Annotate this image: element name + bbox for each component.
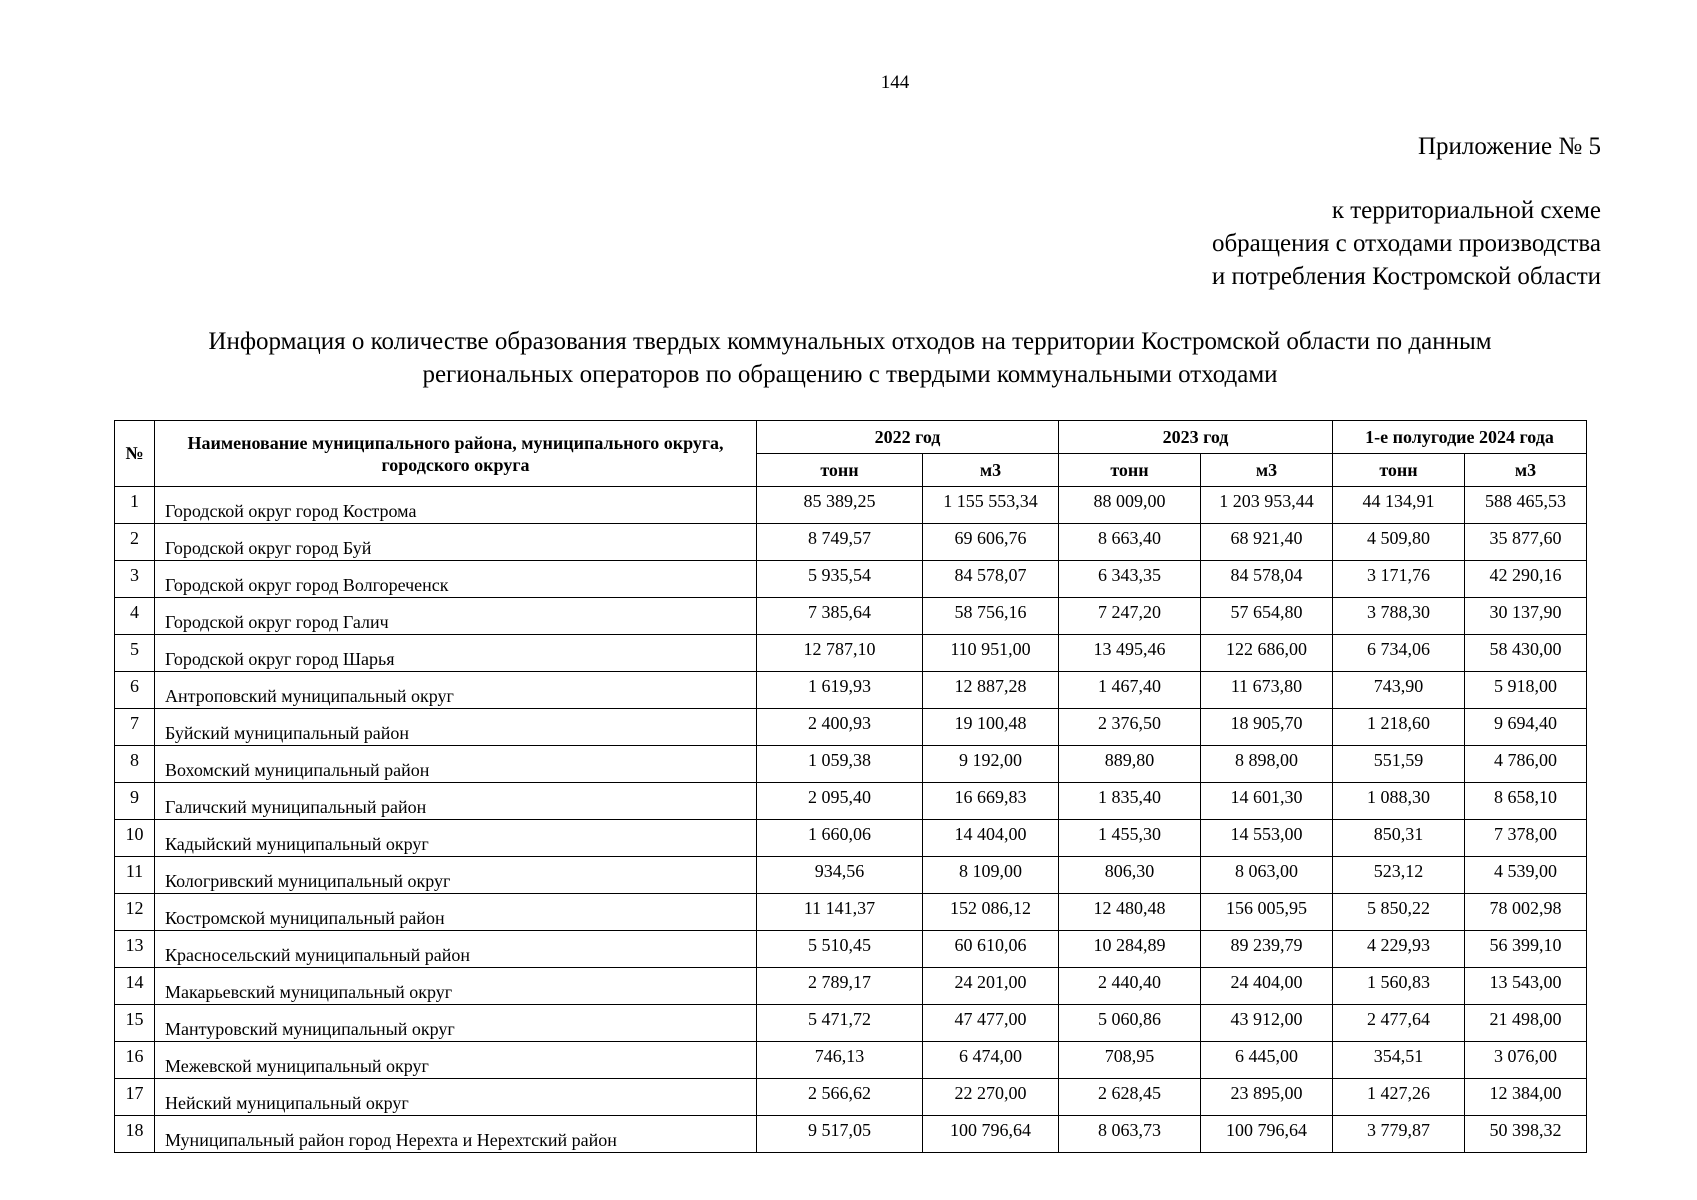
- value-tons-2023: 5 060,86: [1059, 1005, 1201, 1042]
- subtitle-line: обращения с отходами производства: [1211, 230, 1601, 257]
- value-m3-2022: 14 404,00: [923, 820, 1059, 857]
- title-line: Информация о количестве образования твердых коммунальных отходов на территории Костромской области по данным: [208, 328, 1492, 355]
- appendix-subtitle: [1212, 194, 1601, 293]
- row-number: 7: [115, 709, 155, 746]
- value-m3-2024h1: 4 786,00: [1465, 746, 1587, 783]
- row-number: 14: [115, 968, 155, 1005]
- value-m3-2023: 14 553,00: [1201, 820, 1333, 857]
- value-m3-2024h1: 58 430,00: [1465, 635, 1587, 672]
- municipality-name: Городской округ город Волгореченск: [155, 561, 757, 598]
- row-number: 5: [115, 635, 155, 672]
- value-tons-2024h1: 743,90: [1333, 672, 1465, 709]
- value-tons-2022: 2 789,17: [757, 968, 923, 1005]
- value-m3-2023: 14 601,30: [1201, 783, 1333, 820]
- value-tons-2024h1: 6 734,06: [1333, 635, 1465, 672]
- municipality-name: Мантуровский муниципальный округ: [155, 1005, 757, 1042]
- unit-tons: тонн: [1333, 454, 1465, 487]
- municipality-name: Костромской муниципальный район: [155, 894, 757, 931]
- municipality-name: Галичский муниципальный район: [155, 783, 757, 820]
- table-row: [115, 968, 1587, 1005]
- value-tons-2024h1: 3 788,30: [1333, 598, 1465, 635]
- table-row: [115, 894, 1587, 931]
- value-m3-2023: 23 895,00: [1201, 1079, 1333, 1116]
- value-tons-2023: 2 376,50: [1059, 709, 1201, 746]
- value-tons-2024h1: 354,51: [1333, 1042, 1465, 1079]
- municipality-name: Городской округ город Галич: [155, 598, 757, 635]
- value-m3-2022: 69 606,76: [923, 524, 1059, 561]
- value-tons-2023: 806,30: [1059, 857, 1201, 894]
- value-tons-2024h1: 3 171,76: [1333, 561, 1465, 598]
- municipality-name: Кадыйский муниципальный округ: [155, 820, 757, 857]
- value-m3-2023: 89 239,79: [1201, 931, 1333, 968]
- appendix-label: Приложение № 5: [1417, 133, 1601, 160]
- waste-table: [114, 420, 1587, 1153]
- row-number: 18: [115, 1116, 155, 1153]
- page-number: 144: [880, 72, 910, 93]
- value-tons-2024h1: 523,12: [1333, 857, 1465, 894]
- value-tons-2023: 708,95: [1059, 1042, 1201, 1079]
- table-row: [115, 1005, 1587, 1042]
- col-header-2023: 2023 год: [1059, 421, 1333, 454]
- value-tons-2024h1: 2 477,64: [1333, 1005, 1465, 1042]
- municipality-name: Городской округ город Кострома: [155, 487, 757, 524]
- value-m3-2024h1: 42 290,16: [1465, 561, 1587, 598]
- value-tons-2024h1: 4 509,80: [1333, 524, 1465, 561]
- table-row: [115, 857, 1587, 894]
- value-tons-2022: 11 141,37: [757, 894, 923, 931]
- value-tons-2024h1: 1 218,60: [1333, 709, 1465, 746]
- value-m3-2024h1: 9 694,40: [1465, 709, 1587, 746]
- value-tons-2024h1: 5 850,22: [1333, 894, 1465, 931]
- value-m3-2022: 60 610,06: [923, 931, 1059, 968]
- value-m3-2022: 1 155 553,34: [923, 487, 1059, 524]
- value-m3-2022: 22 270,00: [923, 1079, 1059, 1116]
- value-m3-2024h1: 588 465,53: [1465, 487, 1587, 524]
- value-tons-2024h1: 1 560,83: [1333, 968, 1465, 1005]
- table-body: [115, 487, 1587, 1153]
- value-tons-2022: 2 095,40: [757, 783, 923, 820]
- value-tons-2023: 889,80: [1059, 746, 1201, 783]
- value-m3-2022: 6 474,00: [923, 1042, 1059, 1079]
- row-number: 6: [115, 672, 155, 709]
- value-tons-2022: 2 400,93: [757, 709, 923, 746]
- value-m3-2023: 1 203 953,44: [1201, 487, 1333, 524]
- value-m3-2023: 57 654,80: [1201, 598, 1333, 635]
- value-m3-2024h1: 50 398,32: [1465, 1116, 1587, 1153]
- value-m3-2023: 8 063,00: [1201, 857, 1333, 894]
- value-m3-2024h1: 8 658,10: [1465, 783, 1587, 820]
- value-tons-2022: 5 471,72: [757, 1005, 923, 1042]
- table-row: [115, 672, 1587, 709]
- value-tons-2023: 2 628,45: [1059, 1079, 1201, 1116]
- value-m3-2024h1: 56 399,10: [1465, 931, 1587, 968]
- row-number: 8: [115, 746, 155, 783]
- municipality-name: Городской округ город Буй: [155, 524, 757, 561]
- value-m3-2023: 8 898,00: [1201, 746, 1333, 783]
- unit-m3: м3: [923, 454, 1059, 487]
- unit-m3: м3: [1201, 454, 1333, 487]
- value-tons-2024h1: 4 229,93: [1333, 931, 1465, 968]
- table-row: [115, 635, 1587, 672]
- table-row: [115, 1116, 1587, 1153]
- row-number: 1: [115, 487, 155, 524]
- value-tons-2023: 1 455,30: [1059, 820, 1201, 857]
- municipality-name: Макарьевский муниципальный округ: [155, 968, 757, 1005]
- table-row: [115, 487, 1587, 524]
- value-m3-2022: 12 887,28: [923, 672, 1059, 709]
- municipality-name: Межевской муниципальный округ: [155, 1042, 757, 1079]
- value-tons-2024h1: 1 088,30: [1333, 783, 1465, 820]
- col-header-2022: 2022 год: [757, 421, 1059, 454]
- value-m3-2023: 6 445,00: [1201, 1042, 1333, 1079]
- municipality-name: Вохомский муниципальный район: [155, 746, 757, 783]
- value-m3-2022: 19 100,48: [923, 709, 1059, 746]
- municipality-name: Муниципальный район город Нерехта и Нерехтский район: [155, 1116, 757, 1153]
- value-tons-2022: 1 059,38: [757, 746, 923, 783]
- value-m3-2022: 152 086,12: [923, 894, 1059, 931]
- col-header-name: Наименование муниципального района, муниципального округа, городского округа: [155, 421, 757, 487]
- value-m3-2022: 8 109,00: [923, 857, 1059, 894]
- subtitle-line: и потребления Костромской области: [1211, 263, 1601, 290]
- value-tons-2023: 10 284,89: [1059, 931, 1201, 968]
- row-number: 3: [115, 561, 155, 598]
- value-m3-2024h1: 12 384,00: [1465, 1079, 1587, 1116]
- municipality-name: Кологривский муниципальный округ: [155, 857, 757, 894]
- value-tons-2023: 1 835,40: [1059, 783, 1201, 820]
- row-number: 9: [115, 783, 155, 820]
- value-m3-2022: 58 756,16: [923, 598, 1059, 635]
- value-tons-2022: 9 517,05: [757, 1116, 923, 1153]
- value-tons-2022: 12 787,10: [757, 635, 923, 672]
- table-row: [115, 1079, 1587, 1116]
- value-m3-2023: 122 686,00: [1201, 635, 1333, 672]
- value-tons-2023: 12 480,48: [1059, 894, 1201, 931]
- title-line: региональных операторов по обращению с твердыми коммунальными отходами: [422, 361, 1278, 388]
- value-tons-2022: 8 749,57: [757, 524, 923, 561]
- municipality-name: Нейский муниципальный округ: [155, 1079, 757, 1116]
- municipality-name: Красносельский муниципальный район: [155, 931, 757, 968]
- value-tons-2022: 2 566,62: [757, 1079, 923, 1116]
- table-row: [115, 820, 1587, 857]
- row-number: 4: [115, 598, 155, 635]
- value-m3-2023: 43 912,00: [1201, 1005, 1333, 1042]
- value-tons-2023: 88 009,00: [1059, 487, 1201, 524]
- value-m3-2024h1: 30 137,90: [1465, 598, 1587, 635]
- row-number: 11: [115, 857, 155, 894]
- value-tons-2022: 934,56: [757, 857, 923, 894]
- value-m3-2024h1: 5 918,00: [1465, 672, 1587, 709]
- value-tons-2022: 85 389,25: [757, 487, 923, 524]
- value-tons-2022: 7 385,64: [757, 598, 923, 635]
- value-m3-2024h1: 3 076,00: [1465, 1042, 1587, 1079]
- value-m3-2024h1: 4 539,00: [1465, 857, 1587, 894]
- unit-tons: тонн: [1059, 454, 1201, 487]
- row-number: 15: [115, 1005, 155, 1042]
- value-tons-2024h1: 44 134,91: [1333, 487, 1465, 524]
- value-tons-2023: 8 663,40: [1059, 524, 1201, 561]
- value-m3-2023: 156 005,95: [1201, 894, 1333, 931]
- value-tons-2023: 6 343,35: [1059, 561, 1201, 598]
- value-tons-2023: 8 063,73: [1059, 1116, 1201, 1153]
- value-m3-2024h1: 35 877,60: [1465, 524, 1587, 561]
- table-row: [115, 783, 1587, 820]
- value-m3-2023: 18 905,70: [1201, 709, 1333, 746]
- value-m3-2022: 9 192,00: [923, 746, 1059, 783]
- value-m3-2023: 84 578,04: [1201, 561, 1333, 598]
- value-tons-2024h1: 1 427,26: [1333, 1079, 1465, 1116]
- value-tons-2022: 1 660,06: [757, 820, 923, 857]
- municipality-name: Буйский муниципальный район: [155, 709, 757, 746]
- row-number: 2: [115, 524, 155, 561]
- table-row: [115, 561, 1587, 598]
- value-tons-2022: 5 935,54: [757, 561, 923, 598]
- value-tons-2023: 13 495,46: [1059, 635, 1201, 672]
- document-title: [100, 325, 1600, 391]
- table-row: [115, 1042, 1587, 1079]
- value-m3-2022: 16 669,83: [923, 783, 1059, 820]
- value-m3-2022: 47 477,00: [923, 1005, 1059, 1042]
- value-m3-2023: 24 404,00: [1201, 968, 1333, 1005]
- value-m3-2022: 100 796,64: [923, 1116, 1059, 1153]
- value-tons-2022: 1 619,93: [757, 672, 923, 709]
- value-m3-2023: 100 796,64: [1201, 1116, 1333, 1153]
- value-tons-2022: 5 510,45: [757, 931, 923, 968]
- unit-m3: м3: [1465, 454, 1587, 487]
- table-row: [115, 746, 1587, 783]
- row-number: 13: [115, 931, 155, 968]
- value-m3-2024h1: 7 378,00: [1465, 820, 1587, 857]
- value-tons-2022: 746,13: [757, 1042, 923, 1079]
- value-m3-2023: 11 673,80: [1201, 672, 1333, 709]
- table-row: [115, 598, 1587, 635]
- value-m3-2022: 110 951,00: [923, 635, 1059, 672]
- value-tons-2024h1: 850,31: [1333, 820, 1465, 857]
- header-row: [115, 421, 1587, 454]
- value-m3-2022: 24 201,00: [923, 968, 1059, 1005]
- value-m3-2024h1: 78 002,98: [1465, 894, 1587, 931]
- table-row: [115, 524, 1587, 561]
- col-header-2024h1: 1-е полугодие 2024 года: [1333, 421, 1587, 454]
- unit-tons: тонн: [757, 454, 923, 487]
- table-row: [115, 931, 1587, 968]
- row-number: 16: [115, 1042, 155, 1079]
- col-header-no: №: [115, 421, 155, 487]
- municipality-name: Антроповский муниципальный округ: [155, 672, 757, 709]
- value-tons-2023: 7 247,20: [1059, 598, 1201, 635]
- row-number: 17: [115, 1079, 155, 1116]
- subtitle-line: к территориальной схеме: [1331, 197, 1601, 224]
- value-m3-2023: 68 921,40: [1201, 524, 1333, 561]
- row-number: 10: [115, 820, 155, 857]
- value-tons-2023: 1 467,40: [1059, 672, 1201, 709]
- value-m3-2024h1: 13 543,00: [1465, 968, 1587, 1005]
- value-tons-2024h1: 3 779,87: [1333, 1116, 1465, 1153]
- value-tons-2023: 2 440,40: [1059, 968, 1201, 1005]
- row-number: 12: [115, 894, 155, 931]
- value-m3-2024h1: 21 498,00: [1465, 1005, 1587, 1042]
- municipality-name: Городской округ город Шарья: [155, 635, 757, 672]
- value-tons-2024h1: 551,59: [1333, 746, 1465, 783]
- value-m3-2022: 84 578,07: [923, 561, 1059, 598]
- table-row: [115, 709, 1587, 746]
